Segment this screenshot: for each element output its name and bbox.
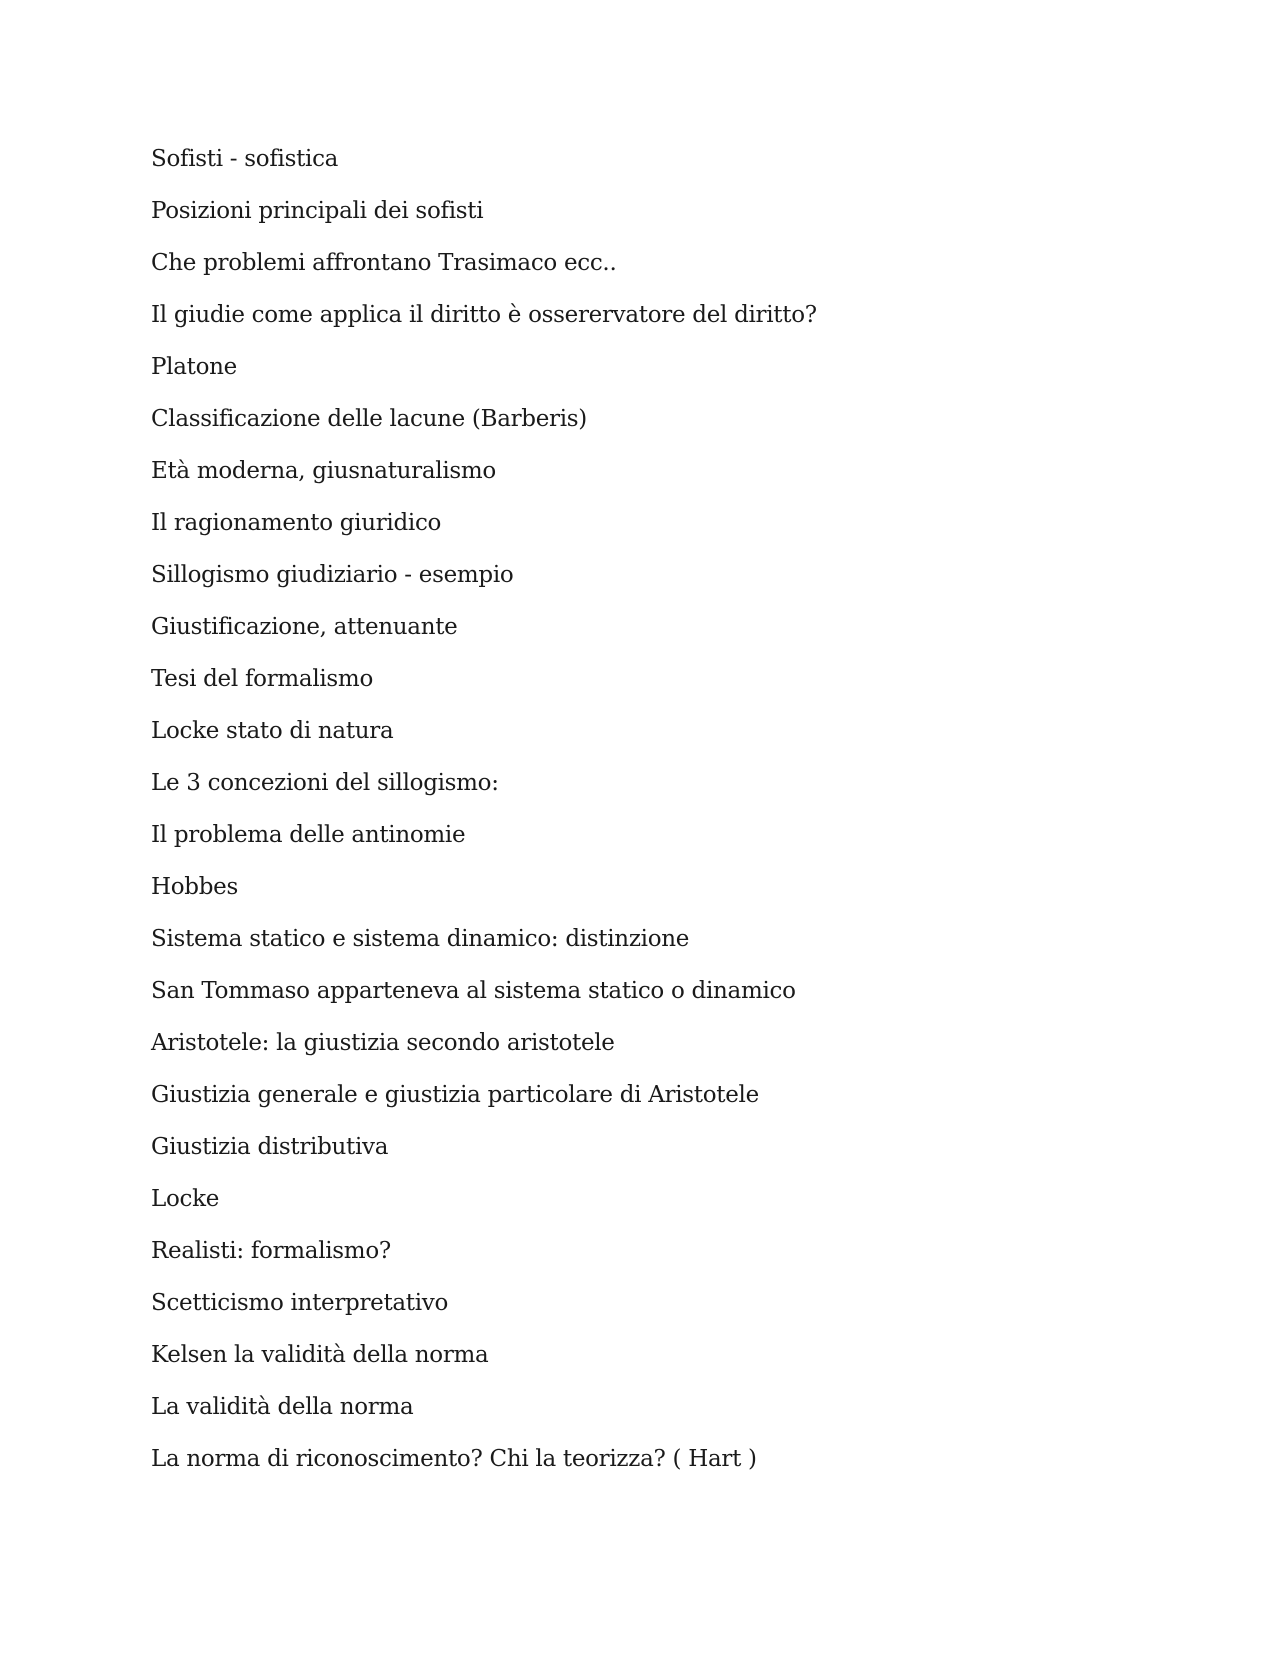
list-item: Realisti: formalismo? (151, 1238, 391, 1264)
list-item: Sistema statico e sistema dinamico: distinzione (151, 926, 690, 952)
list-item: Hobbes (151, 874, 238, 900)
list-item: Kelsen la validità della norma (151, 1342, 489, 1368)
list-item: Posizioni principali dei sofisti (151, 198, 484, 224)
list-item: Che problemi affrontano Trasimaco ecc.. (151, 250, 617, 276)
list-item: Scetticismo interpretativo (151, 1290, 449, 1316)
list-item: Locke stato di natura (151, 718, 394, 744)
list-item: Il problema delle antinomie (151, 822, 466, 848)
list-item: Classificazione delle lacune (Barberis) (151, 406, 587, 432)
list-item: La norma di riconoscimento? Chi la teorizza? ( Hart ) (151, 1446, 757, 1472)
list-item: Aristotele: la giustizia secondo aristotele (151, 1030, 615, 1056)
list-item: La validità della norma (151, 1394, 414, 1420)
list-item: Platone (151, 354, 237, 380)
list-item: Locke (151, 1186, 220, 1212)
list-item: Giustizia distributiva (151, 1134, 389, 1160)
list-item: Sillogismo giudiziario - esempio (151, 562, 514, 588)
list-item: Le 3 concezioni del sillogismo: (151, 770, 499, 796)
list-item: Il giudie come applica il diritto è osserervatore del diritto? (151, 302, 817, 328)
list-item: Giustificazione, attenuante (151, 614, 458, 640)
list-item: Giustizia generale e giustizia particolare di Aristotele (151, 1082, 759, 1108)
list-item: Il ragionamento giuridico (151, 510, 442, 536)
list-item: Età moderna, giusnaturalismo (151, 458, 496, 484)
list-item: Sofisti - sofistica (151, 146, 339, 172)
list-item: San Tommaso apparteneva al sistema statico o dinamico (151, 978, 796, 1004)
question-list (151, 143, 817, 1495)
list-item: Tesi del formalismo (151, 666, 373, 692)
